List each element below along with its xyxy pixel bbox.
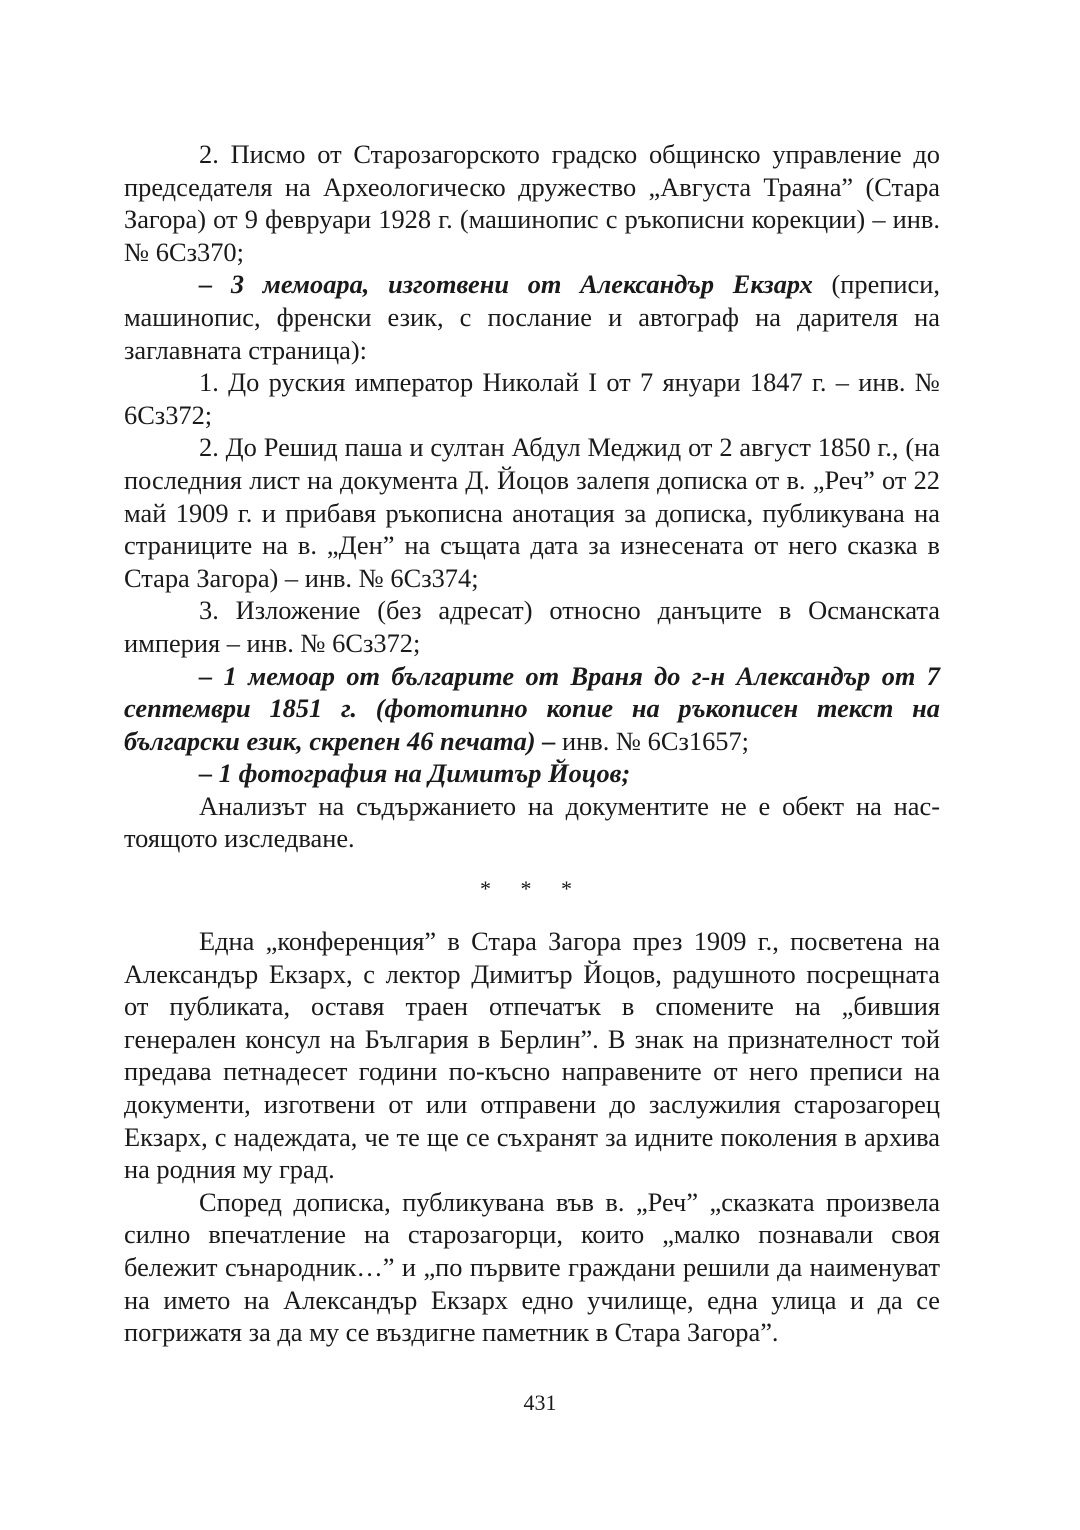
memoirs-heading-bold: – 3 мемоара, изготвени от Александър Екзарх — [199, 269, 813, 300]
paragraph-memoir-2: 2. До Решид паша и султан Абдул Меджид от 2 август 1850 г., (на последния лист на документа Д. Йоцов залепя дописка от в. „Реч” от 22 май 1909 г. и прибавя ръкописна анотация за дописка, публикувана на страниците на в. „Ден” на същата дата за изнесената от него сказка в Стара Загора) – инв. № 6Сз374; — [124, 432, 940, 593]
paragraph-memoir-1: 1. До руския император Николай I от 7 януари 1847 г. – инв. № 6Сз372; — [124, 367, 940, 430]
section-separator: * * * — [480, 876, 584, 902]
memoirs-heading-rest: (преписи, машинопис, френски език, с послание и автограф на дарителя на заглавната страница): — [124, 269, 940, 365]
paragraph-vranya-memoir — [124, 660, 940, 758]
paragraph-conference: Една „конференция” в Стара Загора през 1909 г., посветена на Александър Екзарх, с лектор Димитър Йоцов, радушното посрещната от публиката, оставя траен отпечатък в спомените на „бившия генерален консул на България в Берлин”. В знак на признателност той предава петнадесет години по-късно направените от него преписи на документи, изготвени от или отправени до заслужилия старозагорец Екзарх, с надеждата, че те ще се съхранят за идните поколения в архива на родния му град. — [124, 926, 940, 1185]
paragraph-memoirs-heading — [124, 268, 940, 366]
paragraph-memoir-3: 3. Изложение (без адресат) относно данъците в Османската империя – инв. № 6Сз372; — [124, 595, 940, 658]
paragraph-letter-municipality: 2. Писмо от Старозагорското градско общинско управление до председателя на Археологическо дружество „Августа Траяна” (Стара Загора) от 9 февруари 1928 г. (машинопис с ръкописни корекции) – инв. № 6Сз370; — [124, 139, 940, 267]
page-body — [124, 138, 940, 1349]
vranya-memoir-rest: инв. № 6Сз1657; — [555, 725, 750, 756]
paragraph-analysis-note: Анализът на съдържанието на документите не е обект на настоящото изследване. — [124, 790, 940, 854]
photograph-bold: – 1 фотография на Димитър Йоцов; — [199, 758, 631, 789]
vranya-memoir-bold: – 1 мемоар от българите от Враня до г-н Александър от 7 септември 1851 г. (фототипно копие на ръкописен текст на български език, скрепен 46 печата) – — [124, 660, 940, 756]
page-number: 431 — [523, 1390, 557, 1415]
paragraph-photograph — [124, 757, 940, 790]
paragraph-newspaper-report: Според дописка, публикувана във в. „Реч” „сказката произвела силно впечатление на старозагорци, които „малко познавали своя бележит сънародник…” и „по първите граждани решили да наименуват на името на Александър Екзарх едно училище, една улица и да се погрижатя за да му се въздигне паметник в Стара Загора”. — [124, 1186, 940, 1348]
